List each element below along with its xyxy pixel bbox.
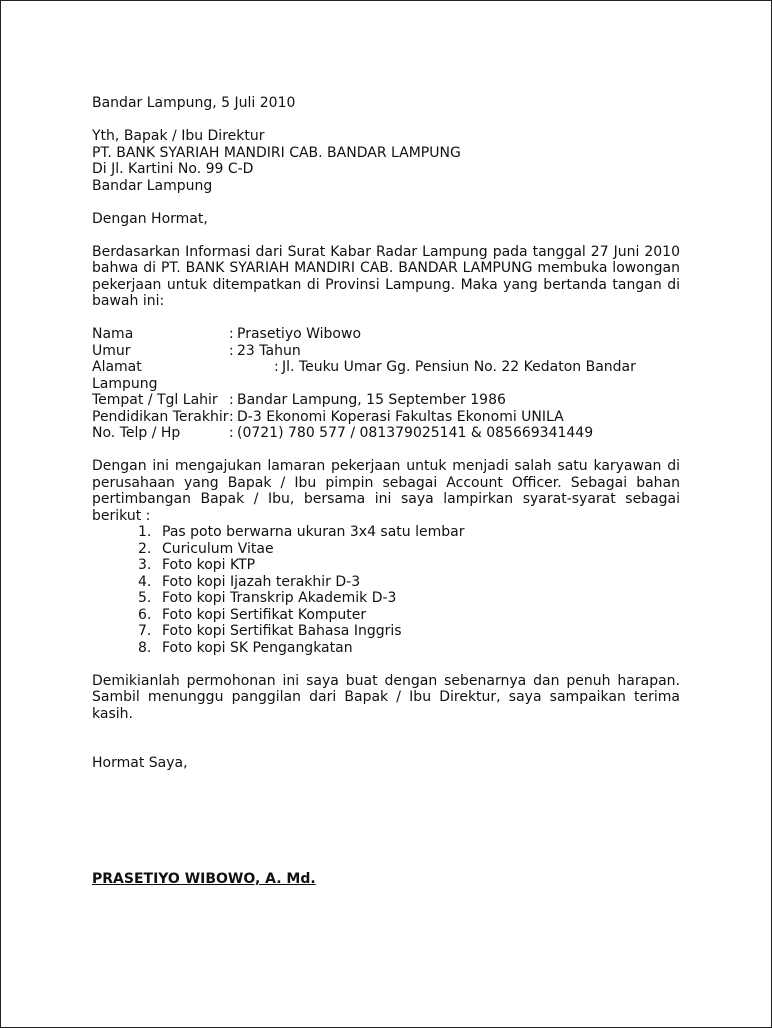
identity-label: Umur xyxy=(92,342,131,359)
identity-value: D-3 Ekonomi Koperasi Fakultas Ekonomi UNILA xyxy=(237,408,564,425)
identity-label: Tempat / Tgl Lahir xyxy=(92,392,218,408)
letter-date: Bandar Lampung, 5 Juli 2010 xyxy=(92,95,296,111)
list-item-number: 7. xyxy=(138,623,152,639)
list-item-text: Foto kopi Sertifikat Komputer xyxy=(162,606,367,623)
identity-label: No. Telp / Hp xyxy=(92,425,181,441)
identity-value: 23 Tahun xyxy=(237,342,301,359)
list-item-number: 8. xyxy=(138,639,152,656)
list-item xyxy=(138,640,680,657)
identity-value: Jl. Teuku Umar Gg. Pensiun No. 22 Kedaton Bandar xyxy=(282,359,636,375)
list-item xyxy=(138,623,680,640)
identity-row xyxy=(92,409,680,426)
list-item-text: Curiculum Vitae xyxy=(162,540,274,557)
identity-table xyxy=(92,326,680,442)
intro-paragraph: Berdasarkan Informasi dari Surat Kabar Radar Lampung pada tanggal 27 Juni 2010 bahwa di PT. BANK SYARIAH MANDIRI CAB. BANDAR LAMPUNG membuka lowongan pekerjaan untuk ditempatkan di Provinsi Lampung. Maka yang bertanda tangan di bawah ini: xyxy=(92,243,680,309)
list-item xyxy=(138,607,680,624)
identity-sep: : xyxy=(229,425,234,441)
identity-row xyxy=(92,425,680,442)
identity-value: Prasetiyo Wibowo xyxy=(237,326,362,342)
identity-sep: : xyxy=(229,408,234,425)
list-item-text: Foto kopi SK Pengangkatan xyxy=(162,639,353,656)
list-item xyxy=(138,590,680,607)
application-paragraph: Dengan ini mengajukan lamaran pekerjaan untuk menjadi salah satu karyawan di perusahaan yang Bapak / Ibu pimpin sebagai Account Officer. Sebagai bahan pertimbangan Bapak / Ibu, bersama ini saya lampirkan syarat-syarat sebagai berikut : xyxy=(92,458,680,524)
identity-label: Pendidikan Terakhir xyxy=(92,408,229,425)
recipient-address xyxy=(92,128,680,194)
attachment-list xyxy=(92,524,680,656)
letter-body xyxy=(92,95,680,887)
list-item xyxy=(138,524,680,541)
identity-row xyxy=(92,359,680,376)
list-item-text: Pas poto berwarna ukuran 3x4 satu lembar xyxy=(162,524,465,540)
list-item-text: Foto kopi Ijazah terakhir D-3 xyxy=(162,573,361,590)
identity-sep: : xyxy=(274,359,279,375)
list-item-number: 2. xyxy=(138,540,152,557)
identity-row xyxy=(92,392,680,409)
identity-sep: : xyxy=(229,392,234,408)
list-item-number: 1. xyxy=(138,524,152,540)
closing-paragraph: Demikianlah permohonan ini saya buat dengan sebenarnya dan penuh harapan. Sambil menunggu panggilan dari Bapak / Ibu Direktur, saya sampaikan terima kasih. xyxy=(92,672,680,722)
identity-sep: : xyxy=(229,326,234,342)
recipient-line: Yth, Bapak / Ibu Direktur xyxy=(92,128,265,144)
list-item xyxy=(138,557,680,574)
identity-row xyxy=(92,343,680,360)
sign-off: Hormat Saya, xyxy=(92,755,188,771)
list-item xyxy=(138,541,680,558)
recipient-line: Di Jl. Kartini No. 99 C-D xyxy=(92,161,254,177)
identity-value-continuation: Lampung xyxy=(92,375,158,392)
salutation: Dengan Hormat, xyxy=(92,210,208,227)
identity-label: Alamat xyxy=(92,359,142,375)
list-item-number: 4. xyxy=(138,573,152,590)
list-item-text: Foto kopi Sertifikat Bahasa Inggris xyxy=(162,623,402,639)
list-item-number: 3. xyxy=(138,557,152,573)
list-item-text: Foto kopi Transkrip Akademik D-3 xyxy=(162,590,397,606)
identity-value: Bandar Lampung, 15 September 1986 xyxy=(237,392,506,408)
identity-row xyxy=(92,326,680,343)
recipient-line: PT. BANK SYARIAH MANDIRI CAB. BANDAR LAMPUNG xyxy=(92,144,461,161)
list-item xyxy=(138,574,680,591)
list-item-number: 6. xyxy=(138,606,152,623)
signature-name: PRASETIYO WIBOWO, A. Md. xyxy=(92,870,316,887)
identity-label: Nama xyxy=(92,326,134,342)
identity-value: (0721) 780 577 / 081379025141 & 085669341449 xyxy=(237,425,594,441)
recipient-line: Bandar Lampung xyxy=(92,177,213,194)
identity-sep: : xyxy=(229,342,234,359)
list-item-number: 5. xyxy=(138,590,152,606)
list-item-text: Foto kopi KTP xyxy=(162,557,256,573)
